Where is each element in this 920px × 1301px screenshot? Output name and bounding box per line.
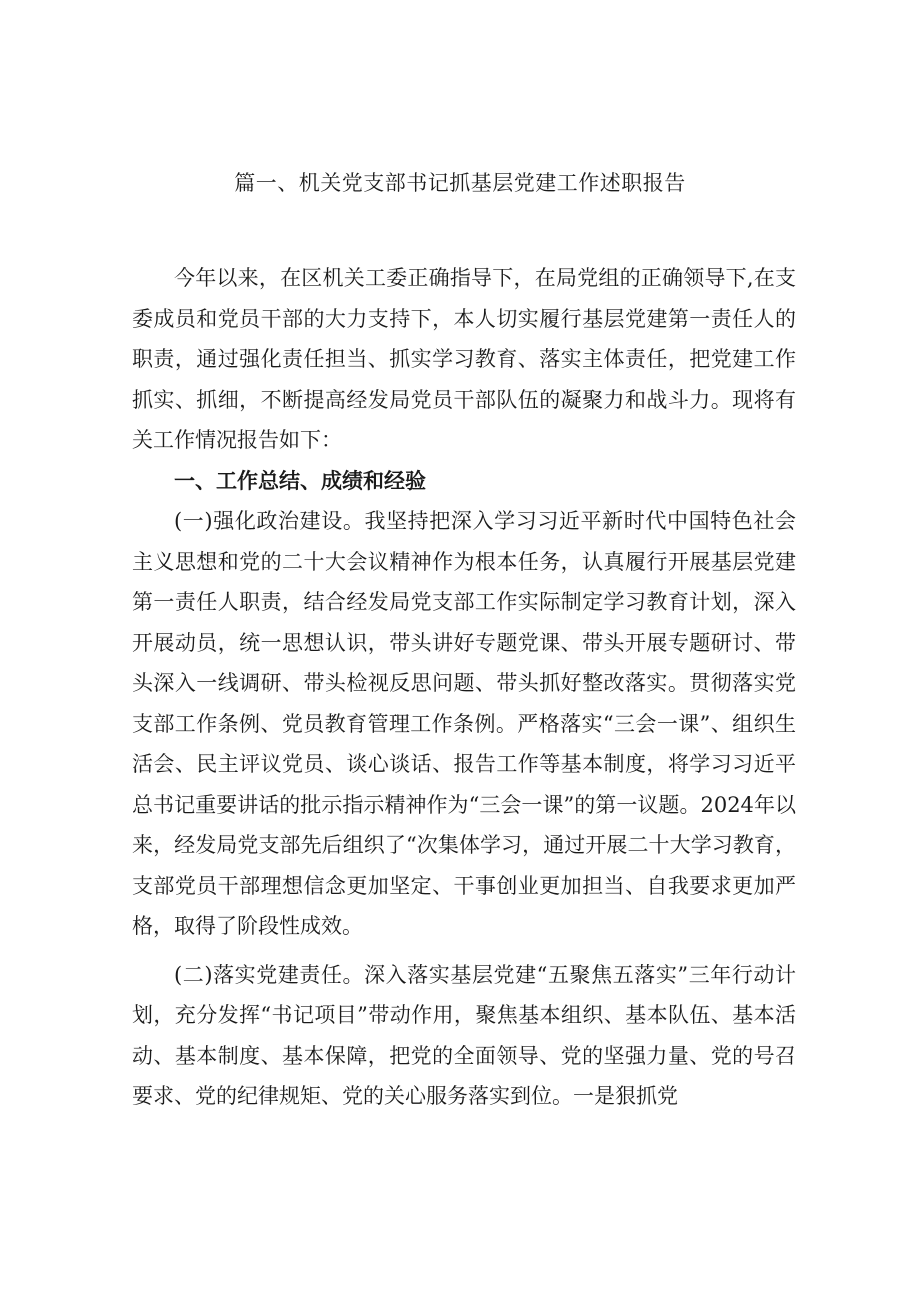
section-heading: 一、工作总结、成绩和经验 — [174, 468, 426, 493]
intro-paragraph: 今年以来，在区机关工委正确指导下，在局党组的正确领导下,在支委成员和党员干部的大力支持下，本人切实履行基层党建第一责任人的职责，通过强化责任担当、抓实学习教育、落实主体责任，把党建工作抓实、抓细，不断提高经发局党员干部队伍的凝聚力和战斗力。现将有关工作情况报告如下： — [132, 266, 796, 452]
document-title: 篇一、机关党支部书记抓基层党建工作述职报告 — [234, 171, 686, 195]
paragraph-party-responsibility: (二)落实党建责任。深入落实基层党建“五聚焦五落实”三年行动计划，充分发挥“书记项目”带动作用，聚焦基本组织、基本队伍、基本活动、基本制度、基本保障，把党的全面领导、党的坚强力量、党的号召要求、党的纪律规矩、党的关心服务落实到位。一是狠抓党 — [132, 962, 796, 1108]
document-body — [132, 258, 796, 1117]
paragraph-political-building: (一)强化政治建设。我坚持把深入学习习近平新时代中国特色社会主义思想和党的二十大会议精神作为根本任务，认真履行开展基层党建第一责任人职责，结合经发局党支部工作实际制定学习教育计划，深入开展动员，统一思想认识，带头讲好专题党课、带头开展专题研讨、带头深入一线调研、带头检视反思问题、带头抓好整改落实。贯彻落实党支部工作条例、党员教育管理工作条例。严格落实“三会一课”、组织生活会、民主评议党员、谈心谈话、报告工作等基本制度，将学习习近平总书记重要讲话的批示指示精神作为“三会一课”的第一议题。2024年以来，经发局党支部先后组织了“次集体学习，通过开展二十大学习教育，支部党员干部理想信念更加坚定、干事创业更加担当、自我要求更加严格，取得了阶段性成效。 — [132, 509, 796, 938]
